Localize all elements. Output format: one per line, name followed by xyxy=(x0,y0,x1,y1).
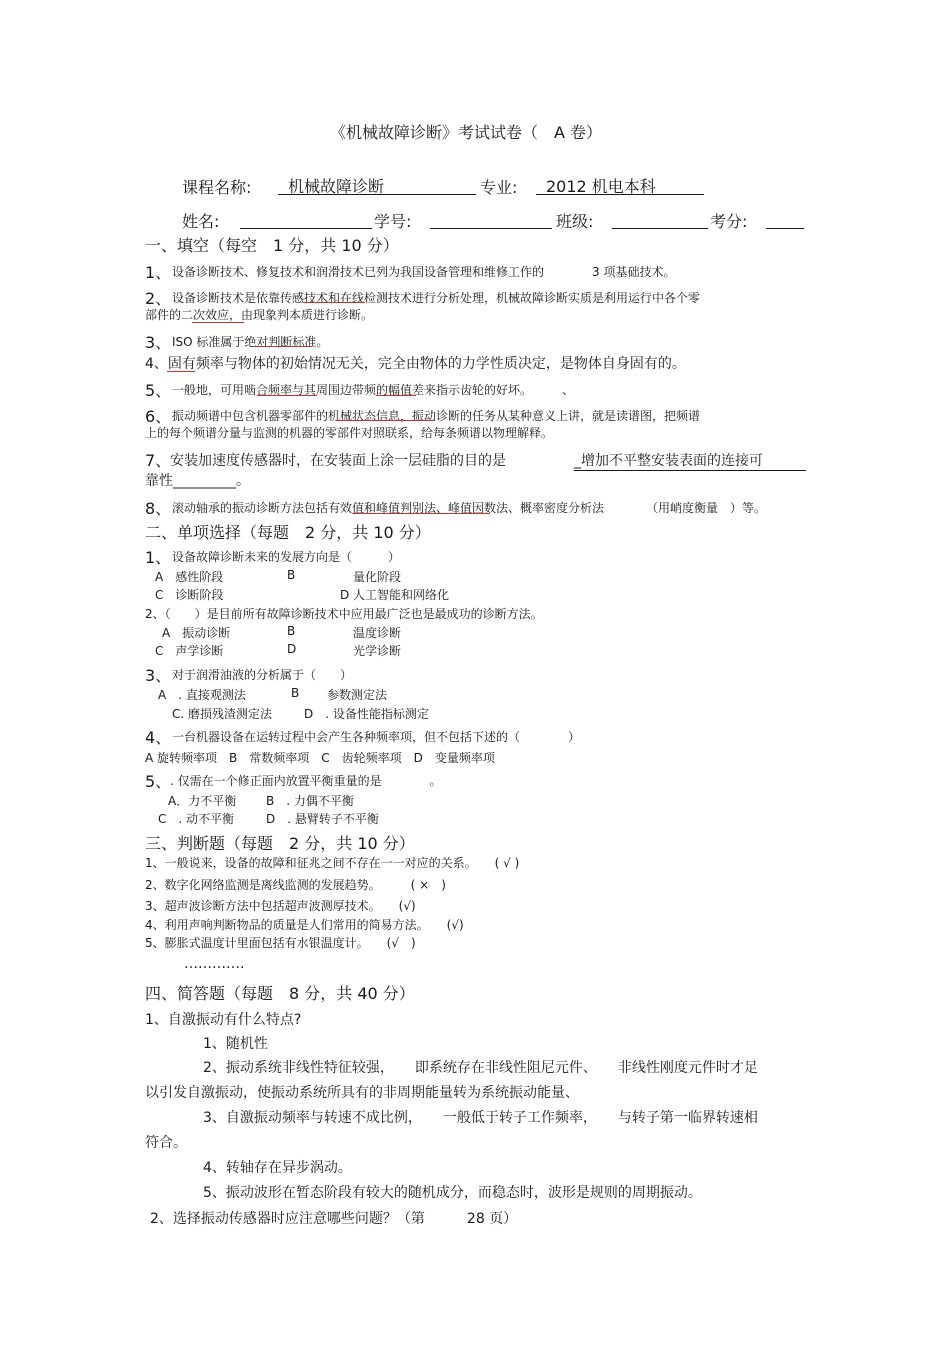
annotation-underline xyxy=(254,346,312,347)
s1-q5-text: 一般地，可用啮合频率与其周围边带频的幅值差来指示齿轮的好坏。 、 xyxy=(172,383,575,397)
s2-q1-option-b: 量化阶段 xyxy=(353,570,402,584)
s3-q2: 2、数字化网络监测是离线监测的发展趋势。 ( × ) xyxy=(145,878,446,892)
s4-q1-point4: 4、转轴存在异步涡动。 xyxy=(203,1160,352,1176)
s1-q7-answer-line1: _增加不平整安装表面的连接可 xyxy=(574,450,806,471)
s2-q3-option-b: 参数测定法 xyxy=(327,688,388,702)
s1-q1-number: 1、 xyxy=(145,263,172,282)
s1-q8-number: 8、 xyxy=(145,499,172,518)
s1-q2-line1: 设备诊断技术是依靠传感技术和在线检测技术进行分析处理，机械故障诊断实质是利用运行中各个零 xyxy=(172,291,701,305)
s4-q1-point2-line1: 2、振动系统非线性特征较强， 即系统存在非线性阻尼元件、 非线性刚度元件时才足 xyxy=(203,1060,758,1076)
ellipsis: …………. xyxy=(184,956,245,972)
s2-q3-option-b-letter: B xyxy=(291,686,300,700)
s2-q2-option-c: C 声学诊断 xyxy=(155,644,224,658)
annotation-underline xyxy=(376,395,416,396)
section1-heading: 一、填空（每空 1 分，共 10 分） xyxy=(145,236,399,255)
s2-q5-option-b: B . 力偶不平衡 xyxy=(266,794,354,808)
s2-q5-option-d: D . 悬臂转子不平衡 xyxy=(266,812,379,826)
s4-q1-point2-line2: 以引发自激振动，使振动系统所具有的非周期能量转为系统振动能量、 xyxy=(145,1085,579,1101)
s2-q2-option-b: 温度诊断 xyxy=(353,626,402,640)
exam-title: 《机械故障诊断》考试试卷（ A 卷） xyxy=(330,123,603,142)
s2-q3-number: 3、 xyxy=(145,666,172,685)
course-value: 机械故障诊断 xyxy=(288,177,385,196)
s4-q1: 1、自激振动有什么特点? xyxy=(145,1012,302,1028)
s2-q5-number: 5、 xyxy=(145,772,172,791)
score-field[interactable] xyxy=(766,208,804,229)
s2-q5-option-a: A．力不平衡 xyxy=(168,794,237,808)
s2-q4-options: A 旋转频率项 B 常数频率项 C 齿轮频率项 D 变量频率项 xyxy=(145,751,495,765)
section2-heading: 二、单项选择（每题 2 分，共 10 分） xyxy=(145,523,431,542)
section3-heading: 三、判断题（每题 2 分，共 10 分） xyxy=(145,834,415,853)
major-value: 2012 机电本科 xyxy=(546,177,656,196)
s2-q2-option-a: A 振动诊断 xyxy=(162,626,231,640)
annotation-underline xyxy=(352,513,490,514)
s1-q5-number: 5、 xyxy=(145,381,172,400)
s3-q5: 5、膨胀式温度计里面包括有水银温度计。 (√ ) xyxy=(145,936,416,950)
s2-q2-text: 2、（ ）是目前所有故障诊断技术中应用最广泛也是最成功的诊断方法。 xyxy=(145,607,543,621)
s4-q1-point5: 5、振动波形在暂态阶段有较大的随机成分，而稳态时，波形是规则的周期振动。 xyxy=(203,1185,702,1201)
s2-q1-option-a: A 感性阶段 xyxy=(155,570,224,584)
annotation-underline xyxy=(167,371,195,372)
s4-q1-point3-line2: 符合。 xyxy=(145,1135,187,1151)
s3-q3: 3、超声波诊断方法中包括超声波测厚技术。 (√) xyxy=(145,899,416,913)
s2-q4-number: 4、 xyxy=(145,728,172,747)
s2-q1-option-b-letter: B xyxy=(287,568,296,582)
s1-q7-number: 7、 xyxy=(145,451,172,470)
annotation-underline xyxy=(335,420,435,421)
section4-heading: 四、简答题（每题 8 分，共 40 分） xyxy=(145,984,415,1003)
s2-q1-option-c: C 诊断阶段 xyxy=(155,588,224,602)
s2-q2-option-d: 光学诊断 xyxy=(353,644,402,658)
s2-q3-option-d: D . 设备性能指标测定 xyxy=(304,707,429,721)
major-label: 专业: xyxy=(480,178,518,197)
score-label: 考分: xyxy=(710,212,748,231)
class-label: 班级: xyxy=(556,212,594,231)
s1-q7-answer-line2: 靠性_________。 xyxy=(145,473,250,489)
s1-q3-number: 3、 xyxy=(145,333,172,352)
name-label: 姓名: xyxy=(182,212,220,231)
s2-q4-text: 一台机器设备在运转过程中会产生各种频率项，但不包括下述的（ ） xyxy=(172,730,581,744)
id-field[interactable] xyxy=(430,208,552,229)
s2-q3-text: 对于润滑油液的分析属于（ ） xyxy=(172,668,353,682)
s1-q7-text: 安装加速度传感器时，在安装面上涂一层硅脂的目的是 xyxy=(170,453,506,469)
s2-q5-option-c: C . 动不平衡 xyxy=(158,812,235,826)
class-field[interactable] xyxy=(612,208,708,229)
s1-q6-number: 6、 xyxy=(145,407,172,426)
s2-q1-number: 1、 xyxy=(145,548,172,567)
name-field[interactable] xyxy=(240,208,372,229)
s1-q2-number: 2、 xyxy=(145,289,172,308)
id-label: 学号: xyxy=(374,212,412,231)
s4-q1-point1: 1、随机性 xyxy=(203,1036,268,1052)
course-label: 课程名称: xyxy=(182,178,252,197)
s1-q8-text: 滚动轴承的振动诊断方法包括有效值和峰值判别法、峰值因数法、概率密度分析法 （用峭度衡量 ）等。 xyxy=(172,501,767,515)
course-field xyxy=(278,174,476,195)
s1-q1-text: 设备诊断技术、修复技术和润滑技术已列为我国设备管理和维修工作的 3 项基础技术。 xyxy=(172,265,676,279)
annotation-underline xyxy=(303,302,365,303)
s2-q2-option-b-letter: B xyxy=(287,624,296,638)
s1-q4-text: 4、固有频率与物体的初始情况无关，完全由物体的力学性质决定，是物体自身固有的。 xyxy=(145,356,686,372)
s4-q2: 2、选择振动传感器时应注意哪些问题？（第 28 页） xyxy=(150,1211,518,1227)
s2-q3-option-a: A . 直接观测法 xyxy=(158,688,246,702)
s4-q1-point3-line1: 3、自激振动频率与转速不成比例， 一般低于转子工作频率， 与转子第一临界转速相 xyxy=(203,1110,758,1126)
s3-q4: 4、利用声响判断物品的质量是人们常用的简易方法。 (√) xyxy=(145,918,464,932)
s1-q2-line2: 部件的二次效应，由现象判本质进行诊断。 xyxy=(145,308,374,322)
s2-q1-text: 设备故障诊断未来的发展方向是（ ） xyxy=(172,550,401,564)
major-field xyxy=(536,174,704,195)
s1-q6-line2: 上的每个频谱分量与监测的机器的零部件对照联系，给每条频谱以物理解释。 xyxy=(145,426,554,440)
s1-q3-text: ISO 标准属于绝对判断标准。 xyxy=(172,335,329,349)
s2-q2-option-d-letter: D xyxy=(287,642,297,656)
s3-q1: 1、一般说来，设备的故障和征兆之间不存在一一对应的关系。 ( √ ) xyxy=(145,856,520,870)
s1-q6-line1: 振动频谱中包含机器零部件的机械状态信息，振动诊断的任务从某种意义上讲，就是读谱图，把频谱 xyxy=(172,409,701,423)
s2-q3-option-c: C. 磨损残渣测定法 xyxy=(172,707,273,721)
annotation-underline xyxy=(257,395,317,396)
s2-q1-option-d: D 人工智能和网络化 xyxy=(340,588,450,602)
s2-q5-text: . 仅需在一个修正面内放置平衡重量的是 。 xyxy=(170,774,442,788)
annotation-underline xyxy=(192,322,244,323)
